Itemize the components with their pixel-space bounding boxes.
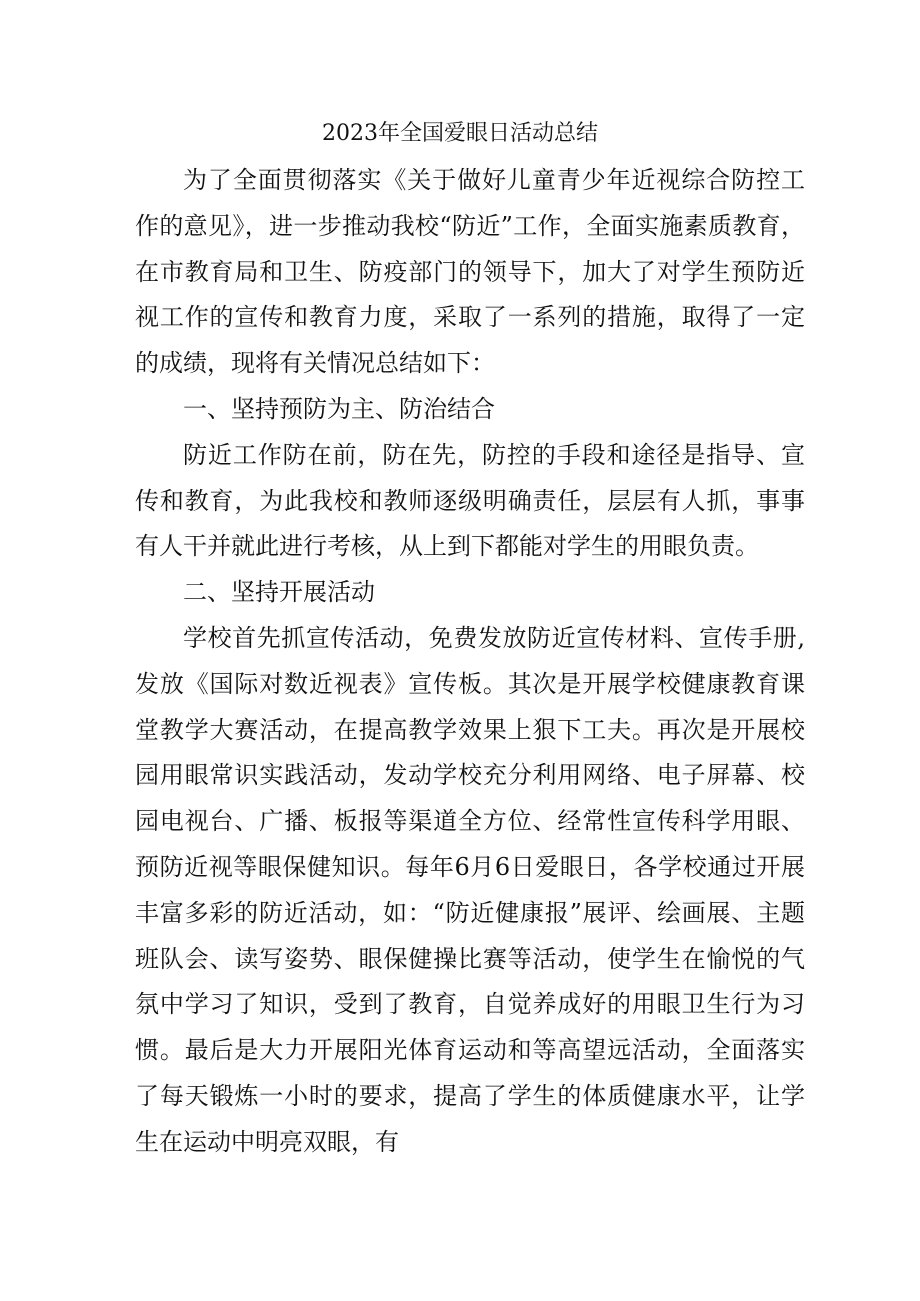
document-title: 2023年全国爱眼日活动总结	[322, 121, 598, 146]
section-heading-2: 二、坚持开展活动	[183, 578, 375, 607]
paragraph-intro: 为了全面贯彻落实《关于做好儿童青少年近视综合防控工作的意见》，进一步推动我校“防近”工作，全面实施素质教育，在市教育局和卫生、防疫部门的领导下，加大了对学生预防近视工作的宣传和教育力度，采取了一系列的措施，取得了一定的成绩，现将有关情况总结如下：	[135, 166, 805, 378]
document-body	[135, 158, 805, 1166]
paragraph-section-2: 学校首先抓宣传活动，免费发放防近宣传材料、宣传手册,发放《国际对数近视表》宣传板。其次是开展学校健康教育课堂教学大赛活动，在提高教学效果上狠下工夫。再次是开展校园用眼常识实践活动，发动学校充分利用网络、电子屏幕、校园电视台、广播、板报等渠道全方位、经常性宣传科学用眼、预防近视等眼保健知识。每年6月6日爱眼日，各学校通过开展丰富多彩的防近活动，如：“防近健康报”展评、绘画展、主题班队会、读写姿势、眼保健操比赛等活动，使学生在愉悦的气氛中学习了知识，受到了教育，自觉养成好的用眼卫生行为习惯。最后是大力开展阳光体育运动和等高望远活动，全面落实了每天锻炼一小时的要求，提高了学生的体质健康水平，让学生在运动中明亮双眼，有	[135, 623, 805, 1156]
section-heading-1: 一、坚持预防为主、防治结合	[183, 394, 495, 423]
paragraph-section-1: 防近工作防在前，防在先，防控的手段和途径是指导、宣传和教育，为此我校和教师逐级明确责任，层层有人抓，事事有人干并就此进行考核，从上到下都能对学生的用眼负责。	[135, 440, 805, 561]
